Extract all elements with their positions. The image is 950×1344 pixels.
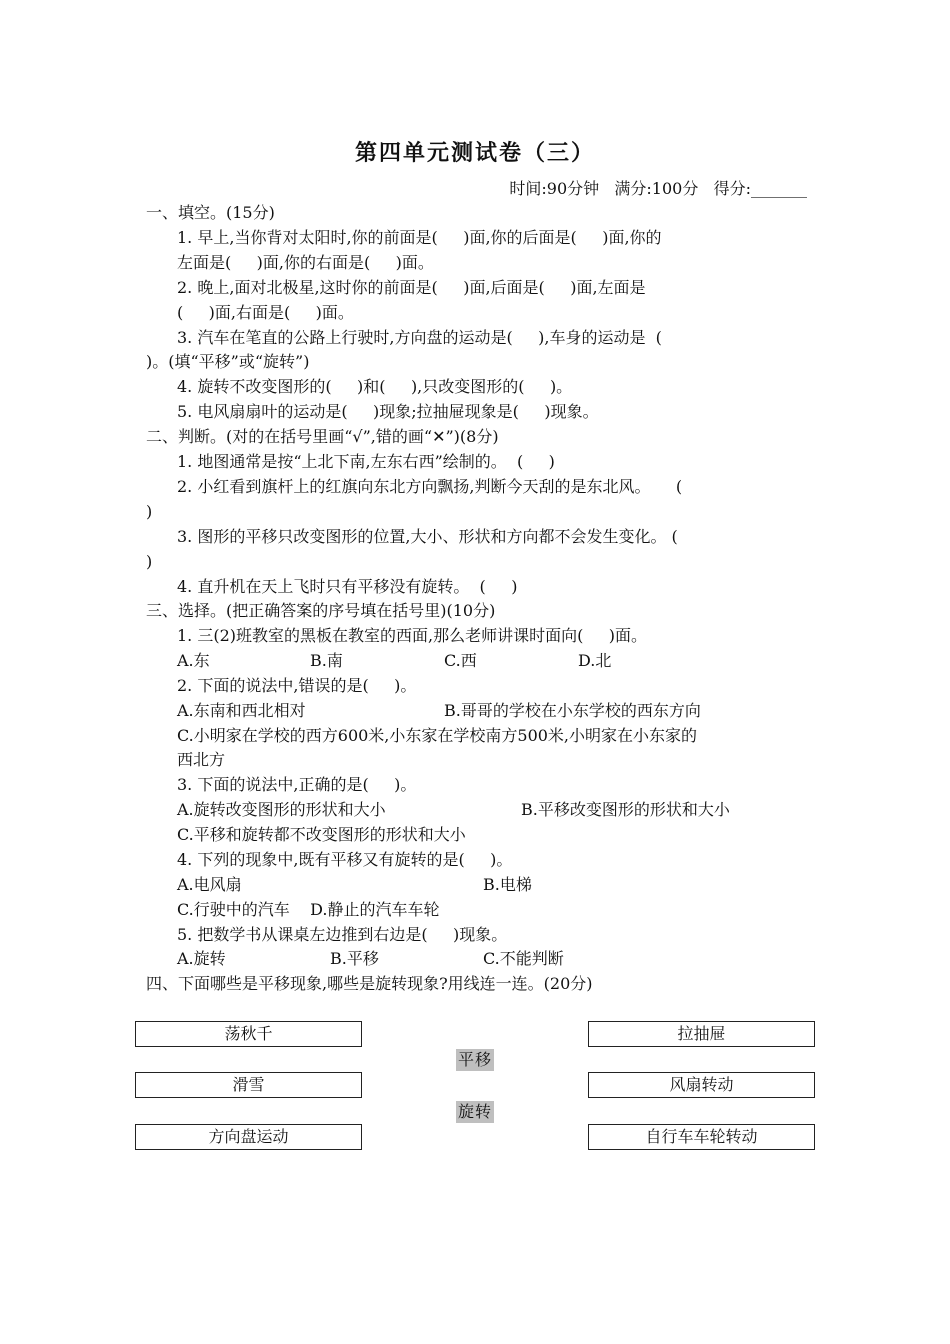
s3-option: C.不能判断 (483, 949, 564, 968)
s1-line: 5. 电风扇扇叶的运动是( )现象;拉抽屉现象是( )现象。 (177, 402, 599, 421)
s3-option: B.电梯 (483, 875, 532, 894)
s1-line: ( )面,右面是( )面。 (177, 303, 354, 322)
s3-option: C.西 (444, 651, 477, 670)
s3-option: B.平移 (330, 949, 379, 968)
s3-option: A.电风扇 (177, 875, 242, 894)
exam-meta: 时间:90分钟 满分:100分 得分:_______ (509, 179, 807, 198)
s3-question: 4. 下列的现象中,既有平移又有旋转的是( )。 (177, 850, 513, 869)
s1-line: 左面是( )面,你的右面是( )面。 (177, 253, 434, 272)
section2-heading: 二、判断。(对的在括号里画“√”,错的画“✕”)(8分) (146, 427, 499, 446)
match-left-item: 方向盘运动 (135, 1124, 362, 1150)
s2-line: 3. 图形的平移只改变图形的位置,大小、形状和方向都不会发生变化。 ( (177, 527, 678, 546)
s2-line: ) (146, 552, 153, 571)
s1-line: 2. 晚上,面对北极星,这时你的前面是( )面,后面是( )面,左面是 (177, 278, 646, 297)
section1-heading: 一、填空。(15分) (146, 203, 275, 222)
s1-line: 4. 旋转不改变图形的( )和( ),只改变图形的( )。 (177, 377, 573, 396)
s3-question: 2. 下面的说法中,错误的是( )。 (177, 676, 417, 695)
section4-heading: 四、下面哪些是平移现象,哪些是旋转现象?用线连一连。(20分) (146, 974, 593, 993)
s2-line: 1. 地图通常是按“上北下南,左东右西”绘制的。 ( ) (177, 452, 555, 471)
s3-option: B.哥哥的学校在小东学校的西东方向 (444, 701, 701, 720)
s3-option: A.东 (177, 651, 210, 670)
match-center-label: 旋转 (458, 1102, 493, 1121)
s2-line: ) (146, 502, 153, 521)
match-left-item: 荡秋千 (135, 1021, 362, 1047)
match-right-item: 拉抽屉 (588, 1021, 815, 1047)
s3-option: B.南 (310, 651, 343, 670)
match-center-label: 平移 (458, 1050, 493, 1069)
s2-line: 2. 小红看到旗杆上的红旗向东北方向飘扬,判断今天刮的是东北风。 ( (177, 477, 683, 496)
s3-option: B.平移改变图形的形状和大小 (521, 800, 730, 819)
page-title: 第四单元测试卷（三） (354, 140, 595, 166)
s3-option: A.东南和西北相对 (177, 701, 306, 720)
match-left-item: 滑雪 (135, 1072, 362, 1098)
s3-option: C.平移和旋转都不改变图形的形状和大小 (177, 825, 466, 844)
section3-heading: 三、选择。(把正确答案的序号填在括号里)(10分) (146, 601, 496, 620)
match-right-item: 风扇转动 (588, 1072, 815, 1098)
s3-option: 西北方 (177, 750, 226, 769)
s3-option: A.旋转 (177, 949, 226, 968)
s1-line: 3. 汽车在笔直的公路上行驶时,方向盘的运动是( ),车身的运动是 ( (177, 328, 662, 347)
s3-option: D.北 (578, 651, 612, 670)
s3-option: A.旋转改变图形的形状和大小 (177, 800, 386, 819)
s3-question: 5. 把数学书从课桌左边推到右边是( )现象。 (177, 925, 508, 944)
s1-line: )。(填“平移”或“旋转”) (146, 352, 310, 371)
match-right-item: 自行车车轮转动 (588, 1124, 815, 1150)
s3-option: C.行驶中的汽车 D.静止的汽车车轮 (177, 900, 440, 919)
s1-line: 1. 早上,当你背对太阳时,你的前面是( )面,你的后面是( )面,你的 (177, 228, 662, 247)
s3-option: C.小明家在学校的西方600米,小东家在学校南方500米,小明家在小东家的 (177, 726, 698, 745)
s3-question: 3. 下面的说法中,正确的是( )。 (177, 775, 417, 794)
s2-line: 4. 直升机在天上飞时只有平移没有旋转。 ( ) (177, 577, 518, 596)
s3-question: 1. 三(2)班教室的黑板在教室的西面,那么老师讲课时面向( )面。 (177, 626, 648, 645)
